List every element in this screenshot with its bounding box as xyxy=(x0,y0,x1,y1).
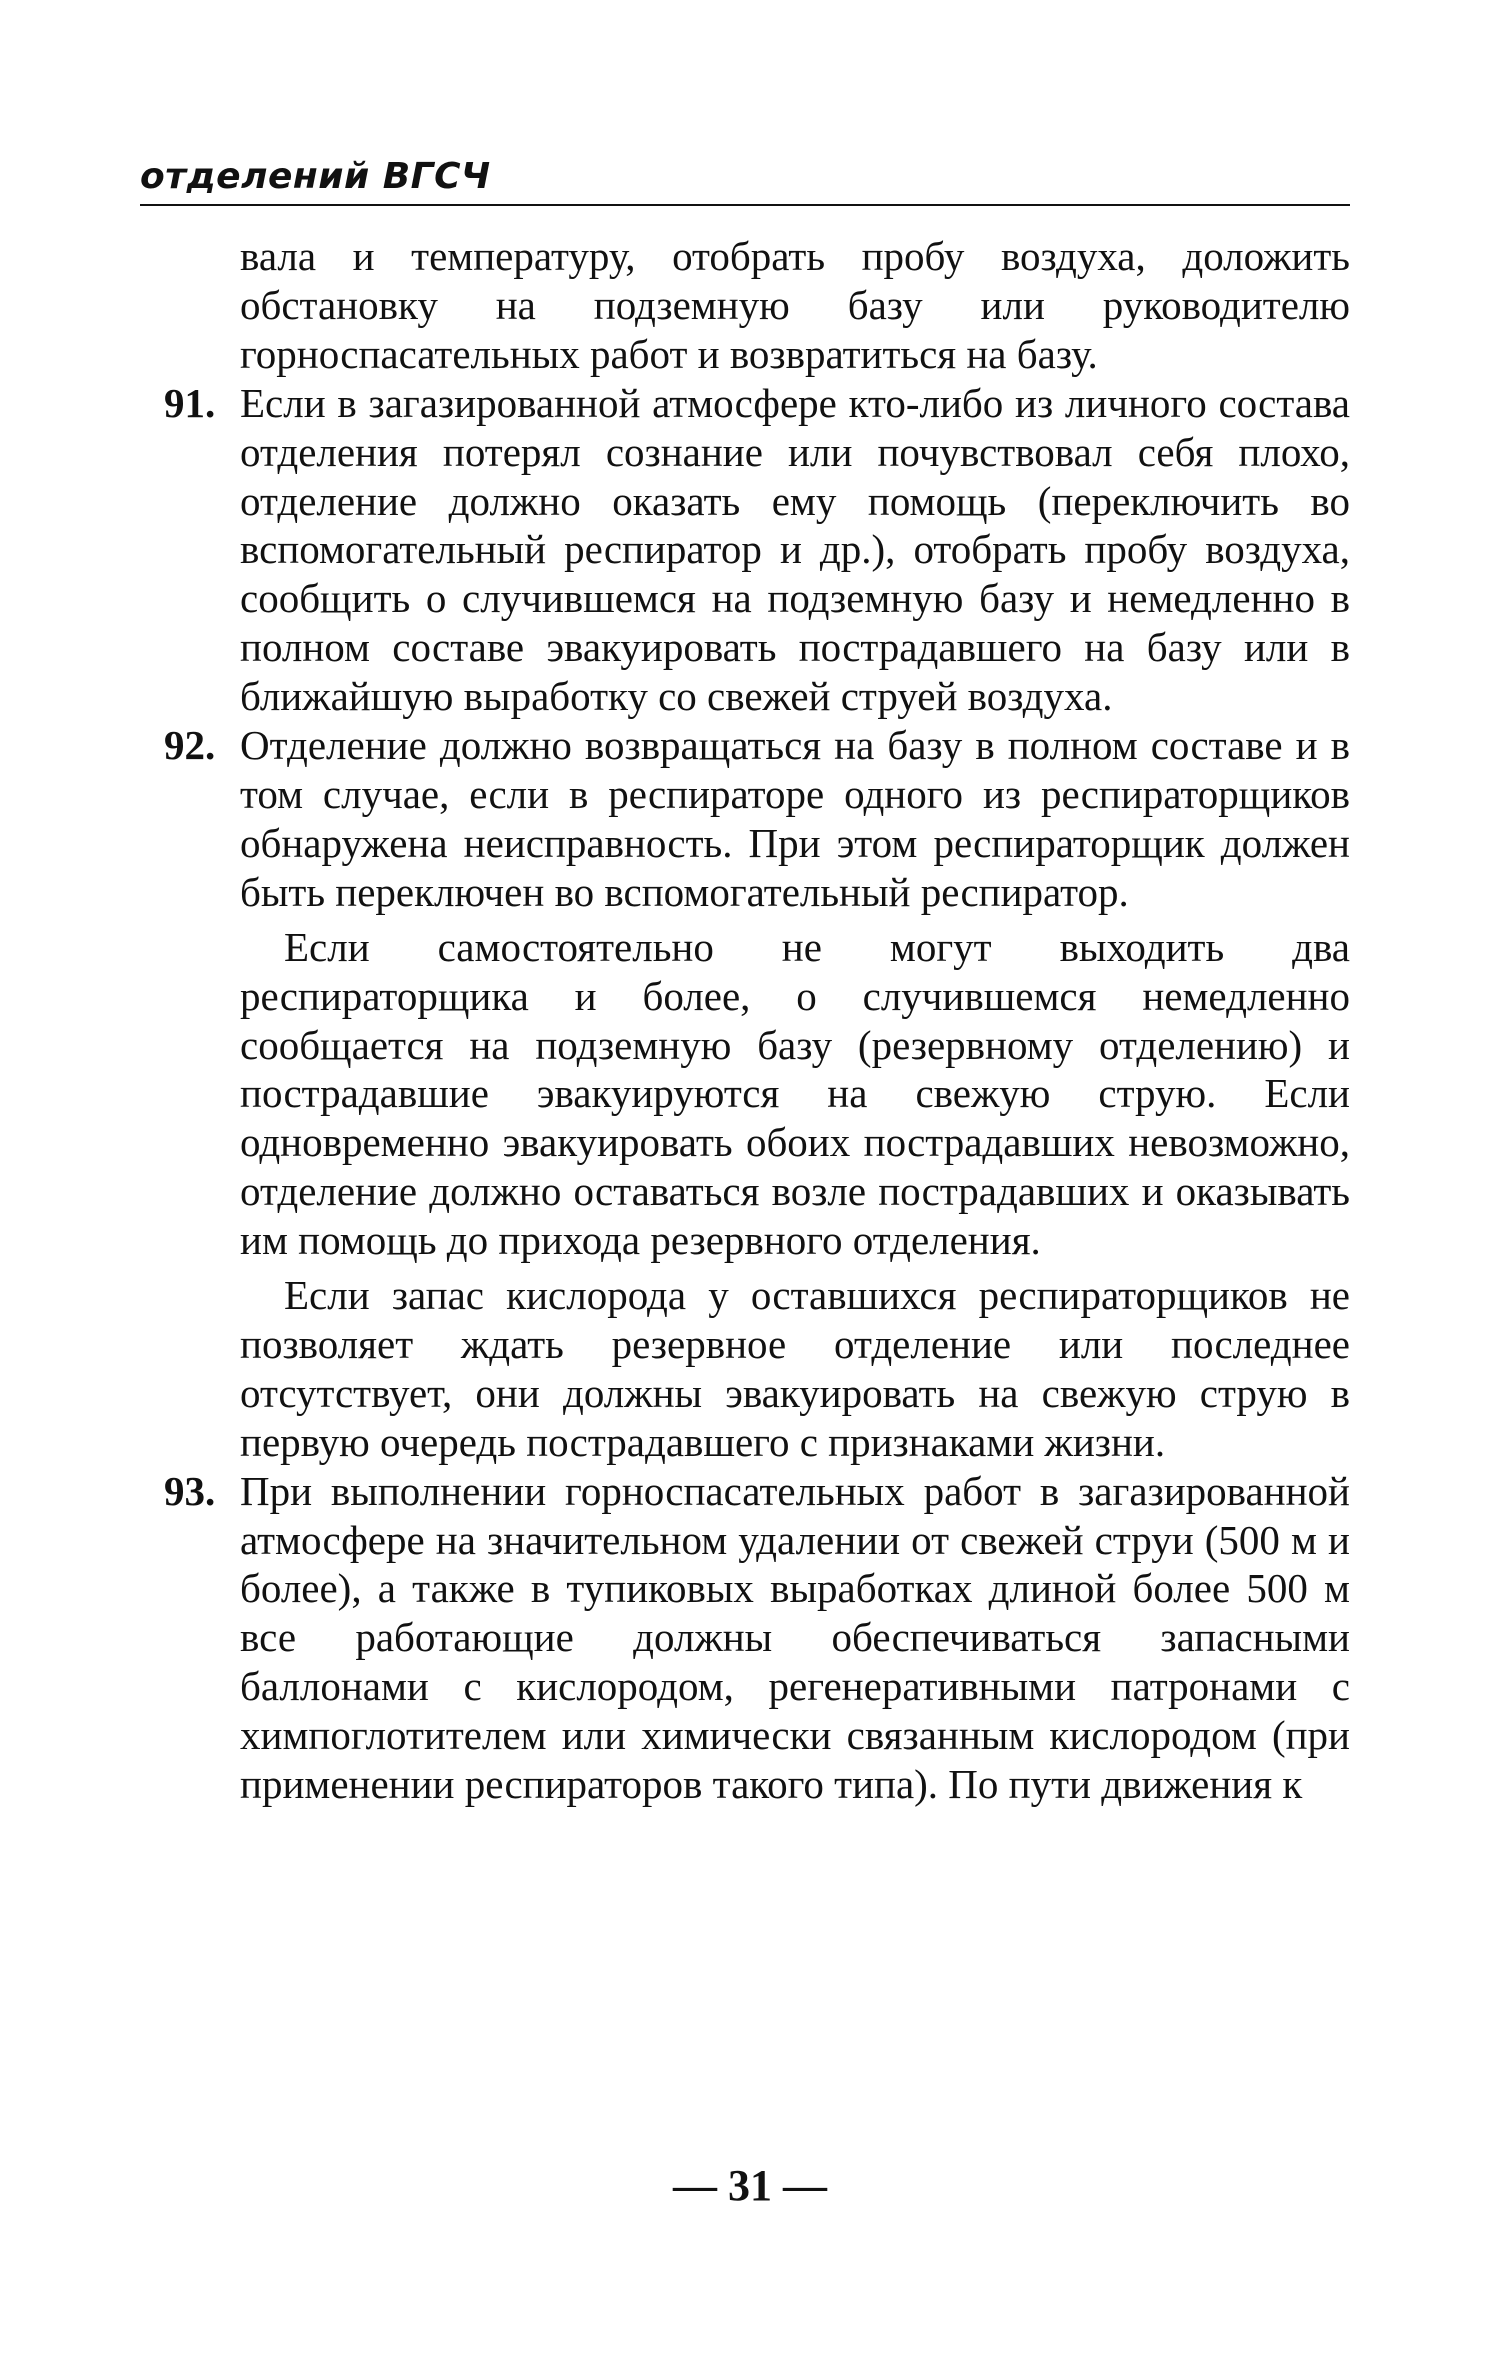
header-title: отделений ВГСЧ xyxy=(140,156,491,197)
item-91 xyxy=(140,379,1350,721)
item-text: Отделение должно возвращаться на базу в полном составе и в том случае, если в респираторе одного из респираторщиков обнаружена неисправность. При этом респираторщик должен быть переключен во вспомогательный респиратор. xyxy=(240,722,1350,915)
item-92 xyxy=(140,721,1350,917)
item-93 xyxy=(140,1467,1350,1809)
item-text: При выполнении горноспасательных работ в загазированной атмосфере на значительном удалении от свежей струи (500 м и более), а также в тупиковых выработках длиной более 500 м все работающие должны обеспечиваться запасными баллонами с кислородом, регенеративными патронами с химпоглотителем или химически связанным кислородом (при применении респираторов такого типа). По пути движения к xyxy=(240,1467,1350,1808)
paragraph: Если самостоятельно не могут выходить два респираторщика и более, о случившемся немедленно сообщается на подземную базу (резервному отделению) и пострадавшие эвакуируются на свежую струю. Если одновременно эвакуировать обоих пострадавших невозможно, отделение должно оставаться возле пострадавших и оказывать им помощь до прихода резервного отделения. xyxy=(240,923,1350,1264)
item-number: 92. xyxy=(164,722,216,769)
page-body xyxy=(140,232,1350,1809)
item-number: 93. xyxy=(164,1467,216,1514)
page-number: — 31 — xyxy=(673,2161,827,2210)
paragraph: Если запас кислорода у оставшихся респираторщиков не позволяет ждать резервное отделение или последнее отсутствует, они должны эвакуировать на свежую струю в первую очередь пострадавшего с признаками жизни. xyxy=(240,1272,1350,1465)
continued-text: вала и температуру, отобрать пробу воздуха, доложить обстановку на подземную базу или руководителю горноспасательных работ и возвратиться на базу. xyxy=(240,233,1350,377)
item-text: Если в загазированной атмосфере кто-либо из личного состава отделения потерял сознание или почувствовал себя плохо, отделение должно оказать ему помощь (переключить во вспомогательный респиратор и др.), отобрать пробу воздуха, сообщить о случившемся на подземную базу и немедленно в полном составе эвакуировать пострадавшего на базу или в ближайшую выработку со свежей струей воздуха. xyxy=(240,379,1350,720)
item-number: 91. xyxy=(164,379,216,426)
running-header xyxy=(140,150,1350,206)
